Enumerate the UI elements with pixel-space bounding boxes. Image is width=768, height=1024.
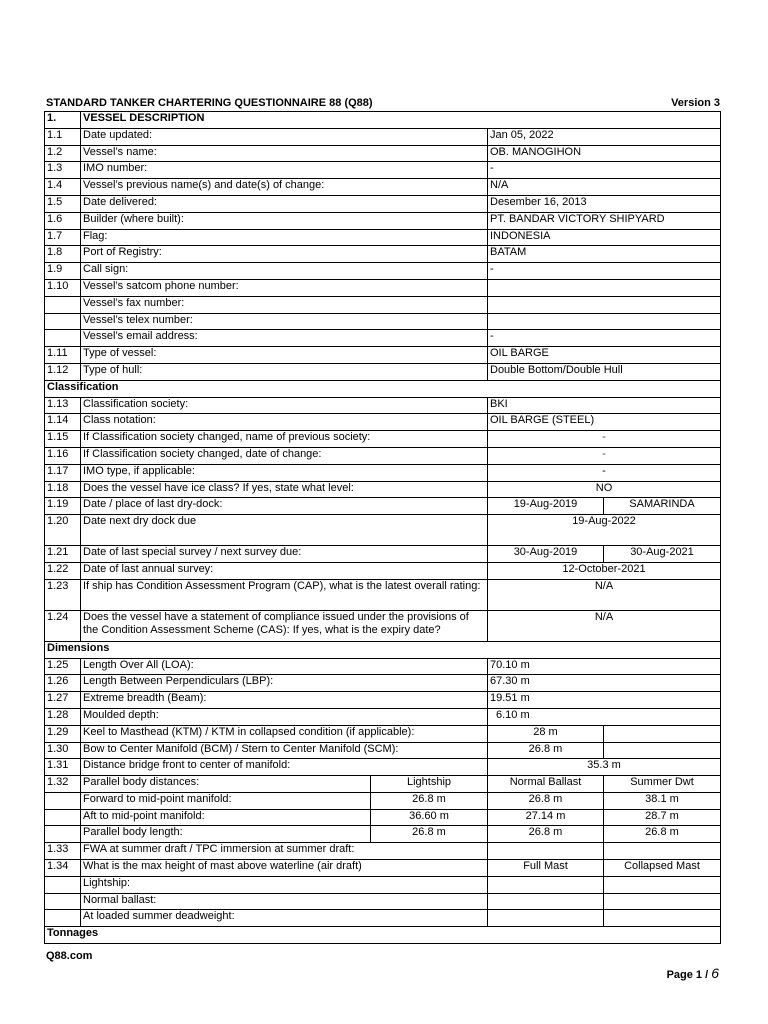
row-value — [488, 296, 721, 313]
table-row — [45, 792, 721, 809]
row-value: 12-October-2021 — [488, 562, 721, 579]
table-row — [45, 397, 721, 414]
row-value: 19-Aug-2022 — [488, 515, 721, 546]
row-label: Date next dry dock due — [81, 515, 488, 546]
table-row — [45, 263, 721, 280]
row-label: Normal ballast: — [81, 893, 488, 910]
row-value: PT. BANDAR VICTORY SHIPYARD — [488, 212, 721, 229]
row-number: 1.19 — [45, 498, 81, 515]
row-number: 1.13 — [45, 397, 81, 414]
table-row — [45, 464, 721, 481]
table-row — [45, 279, 721, 296]
page-header — [46, 97, 720, 111]
row-number — [45, 330, 81, 347]
row-value: 67.30 m — [488, 675, 721, 692]
row-value: - — [488, 263, 721, 280]
cell: 26.8 m — [371, 792, 488, 809]
row-number: 1.4 — [45, 179, 81, 196]
row-label: Type of hull: — [81, 363, 488, 380]
col-header-lightship: Lightship — [371, 776, 488, 793]
row-label: Length Between Perpendiculars (LBP): — [81, 675, 488, 692]
row-number: 1.21 — [45, 546, 81, 563]
cell: 28.7 m — [604, 809, 721, 826]
table-row — [45, 776, 721, 793]
table-row — [45, 708, 721, 725]
row-label: Aft to mid-point manifold: — [81, 809, 371, 826]
row-number: 1.14 — [45, 414, 81, 431]
drydock-date: 19-Aug-2019 — [488, 498, 604, 515]
next-survey-due: 30-Aug-2021 — [604, 546, 721, 563]
page-total: 6 — [711, 965, 719, 981]
row-value: - — [488, 447, 721, 464]
table-row — [45, 296, 721, 313]
table-row — [45, 658, 721, 675]
row-value: - — [488, 464, 721, 481]
row-number: 1.33 — [45, 843, 81, 860]
row-value: BKI — [488, 397, 721, 414]
row-number: 1.24 — [45, 610, 81, 641]
table-row — [45, 229, 721, 246]
row-label: Extreme breadth (Beam): — [81, 692, 488, 709]
row-label: Does the vessel have a statement of compliance issued under the provisions of the Condition Assessment Scheme (CAS): If yes, what is the expiry date? — [81, 610, 488, 641]
row-value: N/A — [488, 179, 721, 196]
row-value: - — [488, 330, 721, 347]
row-number: 1.26 — [45, 675, 81, 692]
row-label: IMO type, if applicable: — [81, 464, 488, 481]
row-value: NO — [488, 481, 721, 498]
table-row — [45, 893, 721, 910]
row-number: 1.1 — [45, 128, 81, 145]
table-row — [45, 910, 721, 927]
table-row — [45, 843, 721, 860]
col-header-summer-dwt: Summer Dwt — [604, 776, 721, 793]
table-row — [45, 809, 721, 826]
cell: 26.8 m — [488, 826, 604, 843]
row-label: Date updated: — [81, 128, 488, 145]
row-label: Date delivered: — [81, 195, 488, 212]
row-label: Length Over All (LOA): — [81, 658, 488, 675]
row-label: IMO number: — [81, 162, 488, 179]
row-value: 19.51 m — [488, 692, 721, 709]
table-row — [45, 692, 721, 709]
row-label: Classification society: — [81, 397, 488, 414]
row-value: N/A — [488, 579, 721, 610]
table-row — [45, 431, 721, 448]
row-label: Vessel’s email address: — [81, 330, 488, 347]
row-label: Parallel body length: — [81, 826, 371, 843]
table-row — [45, 826, 721, 843]
row-value: 6.10 m — [488, 708, 721, 725]
row-number: 1.12 — [45, 363, 81, 380]
table-row — [45, 759, 721, 776]
table-row — [45, 128, 721, 145]
table-row — [45, 860, 721, 877]
row-value: INDONESIA — [488, 229, 721, 246]
table-row — [45, 498, 721, 515]
row-value: 70.10 m — [488, 658, 721, 675]
row-label: Date / place of last dry-dock: — [81, 498, 488, 515]
row-label: FWA at summer draft / TPC immersion at summer draft: — [81, 843, 488, 860]
row-number — [45, 296, 81, 313]
row-number: 1.8 — [45, 246, 81, 263]
row-label: Port of Registry: — [81, 246, 488, 263]
row-label: If Classification society changed, name of previous society: — [81, 431, 488, 448]
col-header-collapsed-mast: Collapsed Mast — [604, 860, 721, 877]
table-row — [45, 447, 721, 464]
page-prefix: Page 1 / — [666, 969, 712, 981]
classification-heading: Classification — [45, 380, 721, 397]
row-label: If ship has Condition Assessment Program (CAP), what is the latest overall rating: — [81, 579, 488, 610]
row-label: Vessel’s previous name(s) and date(s) of change: — [81, 179, 488, 196]
drydock-place: SAMARINDA — [604, 498, 721, 515]
section-header-row — [45, 112, 721, 129]
row-label: Does the vessel have ice class? If yes, state what level: — [81, 481, 488, 498]
row-label: Type of vessel: — [81, 347, 488, 364]
ktm-collapsed-value — [604, 725, 721, 742]
cell: 26.8 m — [488, 792, 604, 809]
row-value: Jan 05, 2022 — [488, 128, 721, 145]
row-value: BATAM — [488, 246, 721, 263]
row-number: 1.9 — [45, 263, 81, 280]
row-number: 1.10 — [45, 279, 81, 296]
row-value: OB. MANOGIHON — [488, 145, 721, 162]
row-number: 1.32 — [45, 776, 81, 793]
row-label: Call sign: — [81, 263, 488, 280]
row-number: 1.34 — [45, 860, 81, 877]
tonnages-heading: Tonnages — [45, 927, 721, 944]
row-number: 1.30 — [45, 742, 81, 759]
row-number: 1.16 — [45, 447, 81, 464]
row-label: Vessel’s fax number: — [81, 296, 488, 313]
table-row — [45, 579, 721, 610]
row-value — [488, 279, 721, 296]
row-number: 1.27 — [45, 692, 81, 709]
table-row — [45, 145, 721, 162]
row-number: 1.2 — [45, 145, 81, 162]
subsection-header-row — [45, 641, 721, 658]
row-label: What is the max height of mast above waterline (air draft) — [81, 860, 488, 877]
row-number: 1.23 — [45, 579, 81, 610]
table-row — [45, 414, 721, 431]
col-header-normal-ballast: Normal Ballast — [488, 776, 604, 793]
row-value: Double Bottom/Double Hull — [488, 363, 721, 380]
row-number: 1.31 — [45, 759, 81, 776]
row-value: - — [488, 431, 721, 448]
cell: 36.60 m — [371, 809, 488, 826]
row-value: OIL BARGE — [488, 347, 721, 364]
page-number — [667, 965, 719, 981]
row-number: 1.28 — [45, 708, 81, 725]
row-label: Lightship: — [81, 876, 488, 893]
dimensions-heading: Dimensions — [45, 641, 721, 658]
row-label: Class notation: — [81, 414, 488, 431]
row-label: Builder (where built): — [81, 212, 488, 229]
row-label: Bow to Center Manifold (BCM) / Stern to Center Manifold (SCM): — [81, 742, 488, 759]
ktm-value: 28 m — [488, 725, 604, 742]
row-number: 1.7 — [45, 229, 81, 246]
table-row — [45, 363, 721, 380]
table-row — [45, 515, 721, 546]
row-label: Date of last annual survey: — [81, 562, 488, 579]
row-number: 1.6 — [45, 212, 81, 229]
row-number: 1.29 — [45, 725, 81, 742]
row-number: 1.15 — [45, 431, 81, 448]
section-number: 1. — [45, 112, 81, 129]
row-label: Forward to mid-point manifold: — [81, 792, 371, 809]
row-label: If Classification society changed, date of change: — [81, 447, 488, 464]
row-label: Date of last special survey / next survey due: — [81, 546, 488, 563]
row-label: Keel to Masthead (KTM) / KTM in collapsed condition (if applicable): — [81, 725, 488, 742]
table-row — [45, 876, 721, 893]
row-label: Vessel’s satcom phone number: — [81, 279, 488, 296]
footer-site: Q88.com — [46, 950, 93, 962]
table-row — [45, 313, 721, 330]
table-row — [45, 675, 721, 692]
table-row — [45, 610, 721, 641]
row-number: 1.25 — [45, 658, 81, 675]
scm-value — [604, 742, 721, 759]
row-label: Distance bridge front to center of manifold: — [81, 759, 488, 776]
table-row — [45, 246, 721, 263]
table-row — [45, 195, 721, 212]
row-label: Vessel’s telex number: — [81, 313, 488, 330]
row-number: 1.5 — [45, 195, 81, 212]
row-number: 1.3 — [45, 162, 81, 179]
cell: 38.1 m — [604, 792, 721, 809]
row-label: At loaded summer deadweight: — [81, 910, 488, 927]
row-number: 1.17 — [45, 464, 81, 481]
table-row — [45, 481, 721, 498]
row-value: N/A — [488, 610, 721, 641]
table-row — [45, 162, 721, 179]
document-title: STANDARD TANKER CHARTERING QUESTIONNAIRE 88 (Q88) — [46, 97, 373, 109]
version-label: Version 3 — [671, 97, 720, 109]
row-label: Flag: — [81, 229, 488, 246]
row-value — [488, 313, 721, 330]
last-special-survey: 30-Aug-2019 — [488, 546, 604, 563]
col-header-full-mast: Full Mast — [488, 860, 604, 877]
table-row — [45, 179, 721, 196]
table-row — [45, 330, 721, 347]
cell: 26.8 m — [371, 826, 488, 843]
table-row — [45, 742, 721, 759]
section-title: VESSEL DESCRIPTION — [81, 112, 721, 129]
row-number: 1.20 — [45, 515, 81, 546]
row-value: 35.3 m — [488, 759, 721, 776]
table-row — [45, 562, 721, 579]
table-row — [45, 546, 721, 563]
cell: 26.8 m — [604, 826, 721, 843]
cell: 27.14 m — [488, 809, 604, 826]
row-label: Vessel’s name: — [81, 145, 488, 162]
row-number: 1.22 — [45, 562, 81, 579]
row-number: 1.11 — [45, 347, 81, 364]
table-row — [45, 212, 721, 229]
row-label: Moulded depth: — [81, 708, 488, 725]
bcm-value: 26.8 m — [488, 742, 604, 759]
table-row — [45, 725, 721, 742]
row-number — [45, 313, 81, 330]
row-value: Desember 16, 2013 — [488, 195, 721, 212]
row-number: 1.18 — [45, 481, 81, 498]
vessel-description-table — [44, 111, 721, 944]
row-value: OIL BARGE (STEEL) — [488, 414, 721, 431]
subsection-header-row — [45, 927, 721, 944]
row-value: - — [488, 162, 721, 179]
row-label: Parallel body distances: — [81, 776, 371, 793]
subsection-header-row — [45, 380, 721, 397]
table-row — [45, 347, 721, 364]
